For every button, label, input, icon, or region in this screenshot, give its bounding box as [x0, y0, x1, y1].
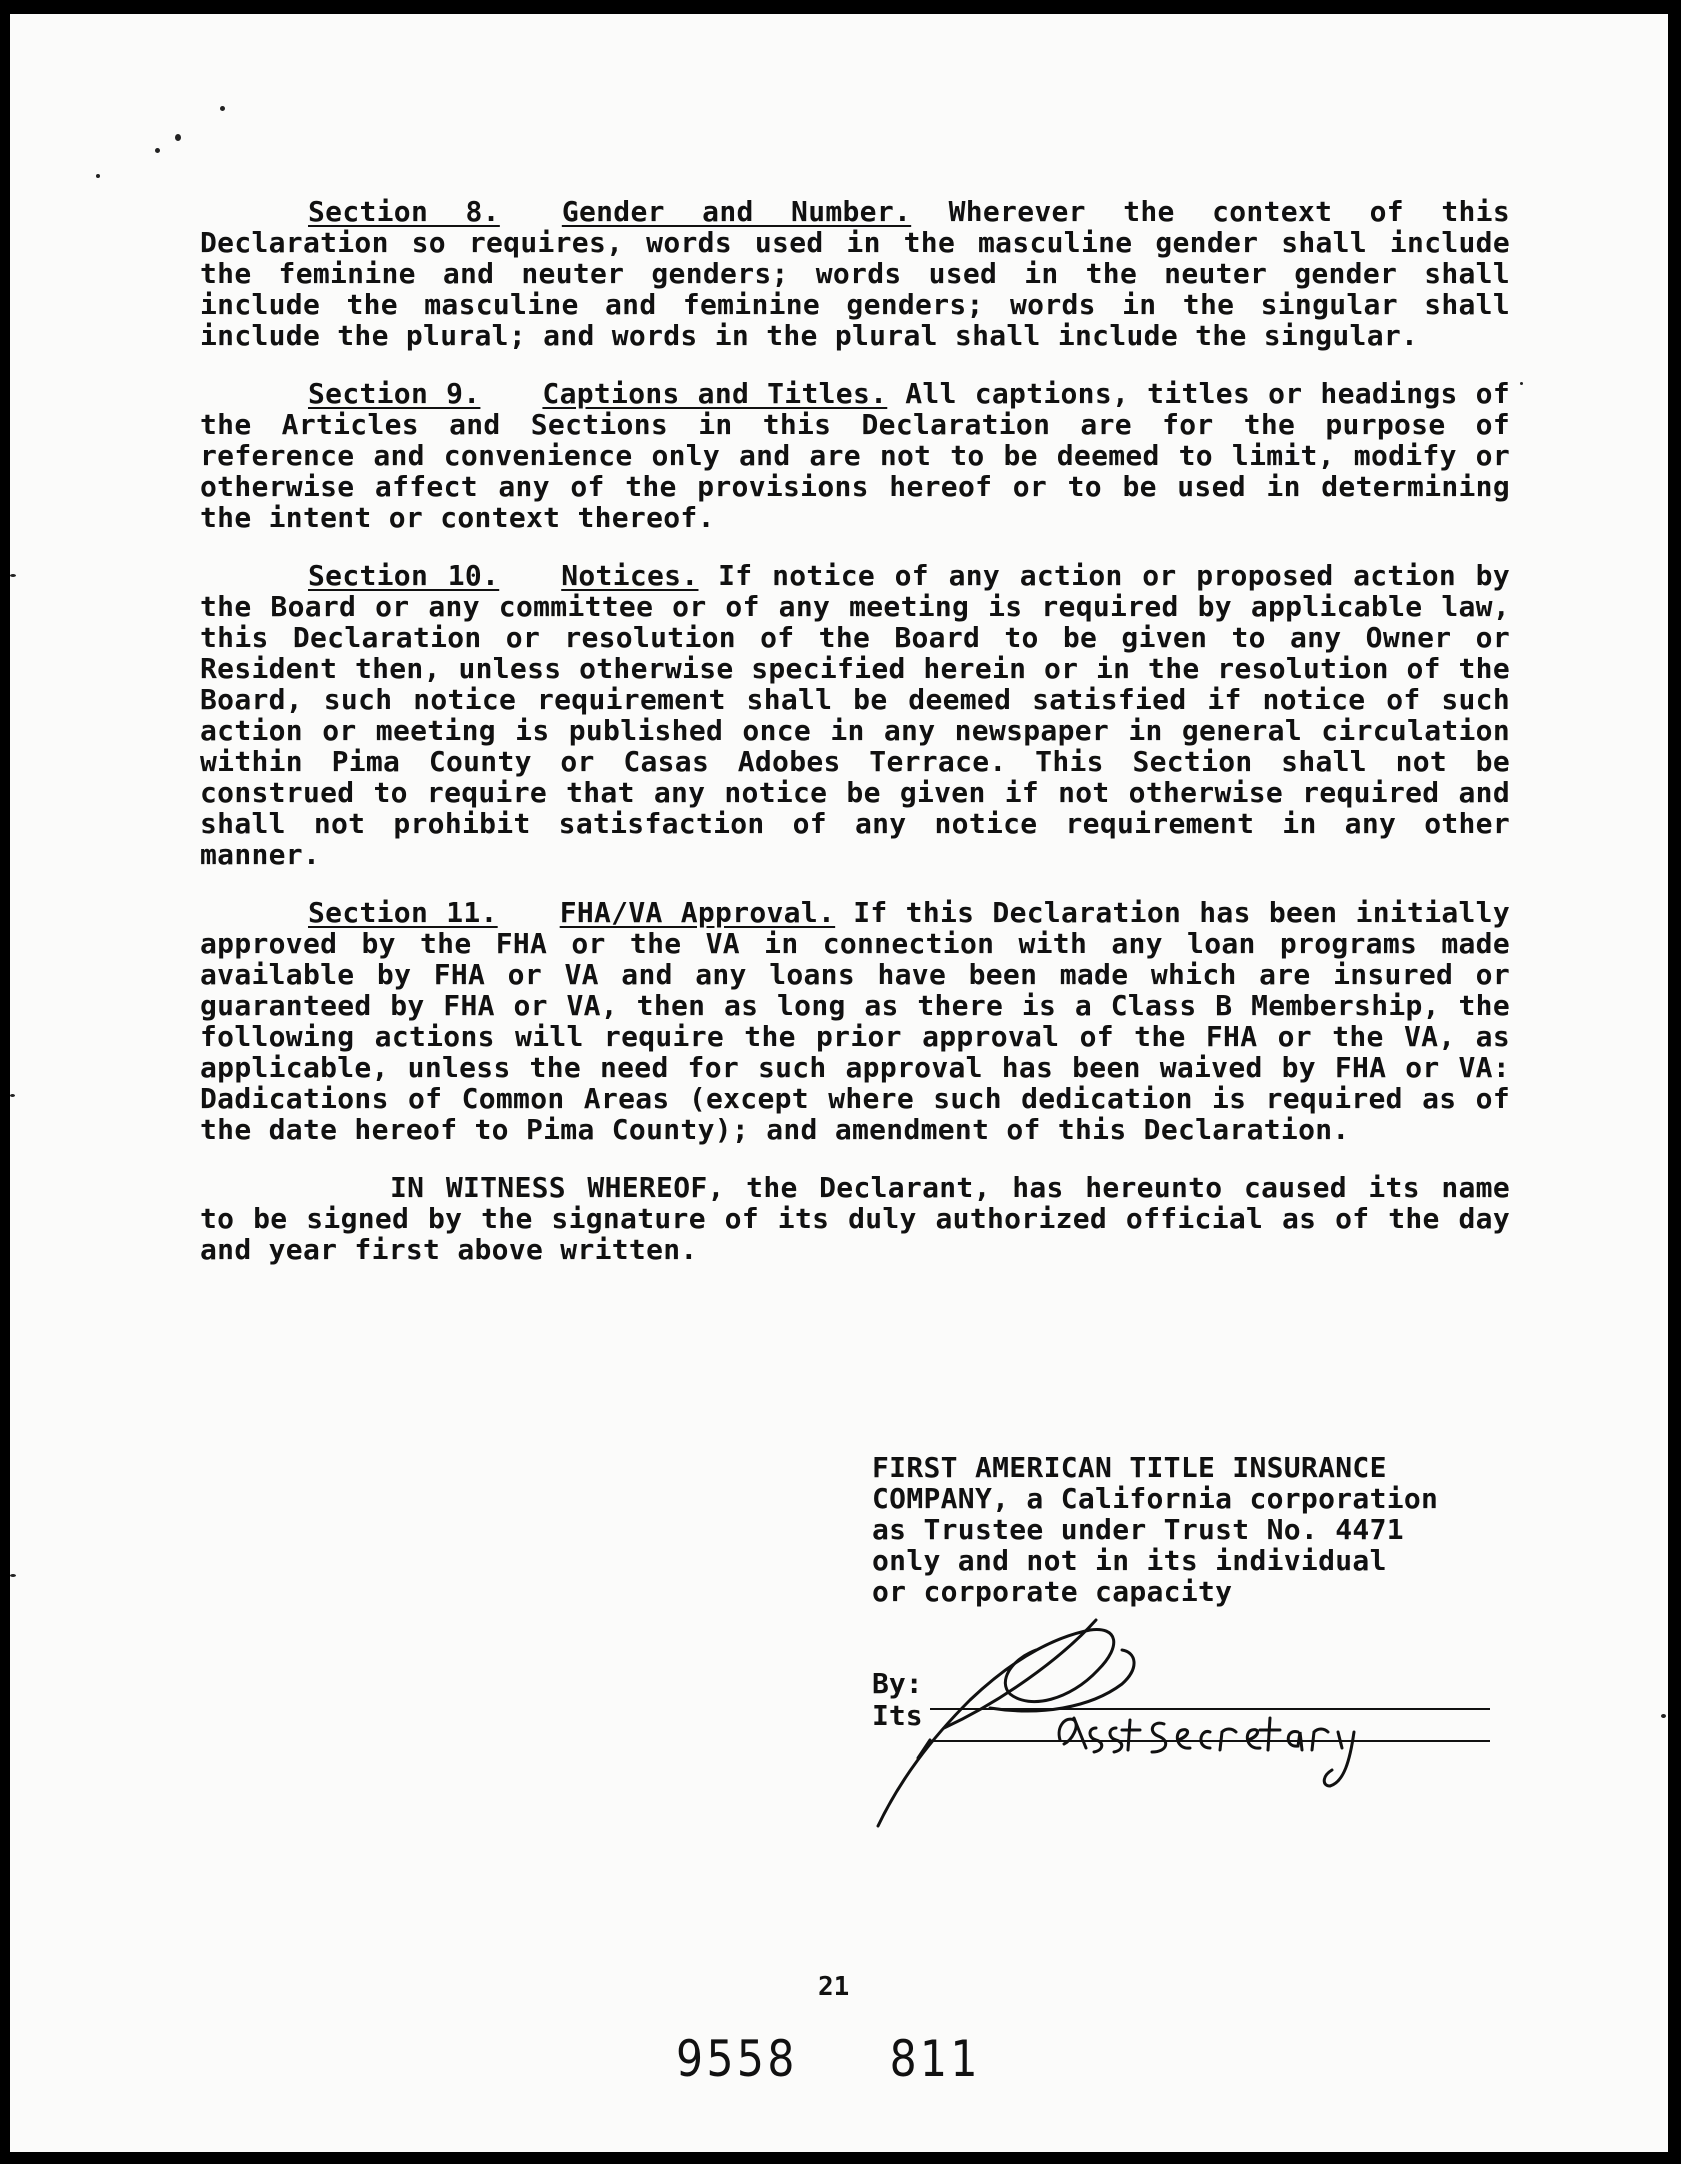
section-title: Captions and Titles.	[542, 377, 888, 410]
by-label: By:	[872, 1667, 923, 1700]
document-body	[200, 196, 1510, 1292]
signatory-line: as Trustee under Trust No. 4471	[872, 1513, 1404, 1546]
scan-speck	[10, 574, 16, 577]
section-title: Gender and Number.	[561, 195, 912, 228]
handwritten-signature	[860, 1590, 1380, 1830]
witness-clause	[200, 1172, 1510, 1265]
scan-speck	[96, 174, 100, 178]
scan-speck	[220, 106, 225, 111]
scan-speck	[1661, 1714, 1666, 1718]
section-8	[200, 196, 1510, 351]
scan-speck	[1520, 382, 1523, 385]
signatory-block	[872, 1452, 1512, 1607]
stamp-page: 811	[889, 2030, 981, 2088]
section-body: If this Declaration has been initially approved by the FHA or the VA in connection with any loan programs made available by FHA or VA and any loans have been made which are insured or guaranteed by FHA or VA, then as long as there is a Class B Membership, the following actions will require the prior approval of the FHA or the VA, as applicable, unless the need for such approval has been waived by FHA or VA: Dadications of Common Areas (except where such dedication is required as of the date hereof to Pima County); and amendment of this Declaration.	[200, 896, 1510, 1146]
signatory-line: FIRST AMERICAN TITLE INSURANCE	[872, 1451, 1387, 1484]
signatory-line: COMPANY, a California corporation	[872, 1482, 1439, 1515]
section-11	[200, 897, 1510, 1145]
section-body: If notice of any action or proposed action by the Board or any committee or of any meeting is required by applicable law, this Declaration or resolution of the Board to be given to any Owner or Resident then, unless otherwise specified herein or in the resolution of the Board, such notice requirement shall be deemed satisfied if notice of such action or meeting is published once in any newspaper in general circulation within Pima County or Casas Adobes Terrace. This Section shall not be construed to require that any notice be given if not otherwise required and shall not prohibit satisfaction of any notice requirement in any other manner.	[200, 559, 1510, 871]
recording-stamp	[676, 2030, 981, 2088]
section-body: All captions, titles or headings of the Articles and Sections in this Declaration are for the purpose of reference and convenience only and are not to be deemed to limit, modify or otherwise affect any of the provisions hereof or to be used in determining the intent or context thereof.	[200, 377, 1510, 534]
section-title: Notices.	[561, 559, 699, 592]
section-number: Section 10.	[308, 559, 500, 592]
section-body: Wherever the context of this Declaration so requires, words used in the masculine gender shall include the feminine and neuter genders; words used in the neuter gender shall include the masculine and feminine genders; words in the singular shall include the plural; and words in the plural shall include the singular.	[200, 195, 1510, 352]
section-number: Section 11.	[308, 896, 498, 929]
section-number: Section 9.	[308, 377, 481, 410]
section-9	[200, 378, 1510, 533]
its-label: Its	[872, 1699, 923, 1732]
witness-text: IN WITNESS WHEREOF, the Declarant, has hereunto caused its name to be signed by the signature of its duly authorized official as of the day and year first above written.	[200, 1171, 1510, 1266]
signatory-line: only and not in its individual	[872, 1544, 1387, 1577]
scan-speck	[10, 1094, 15, 1097]
scan-speck	[155, 148, 160, 153]
page-number: 21	[818, 1972, 850, 2002]
stamp-book: 9558	[676, 2030, 798, 2088]
section-10	[200, 560, 1510, 870]
handwritten-title-text: Asst Secretary	[1060, 1727, 1224, 1752]
scan-speck	[10, 1574, 16, 1577]
section-number: Section 8.	[308, 195, 500, 228]
signatory-line: or corporate capacity	[872, 1575, 1233, 1608]
scan-speck	[175, 134, 181, 141]
section-title: FHA/VA Approval.	[559, 896, 836, 929]
